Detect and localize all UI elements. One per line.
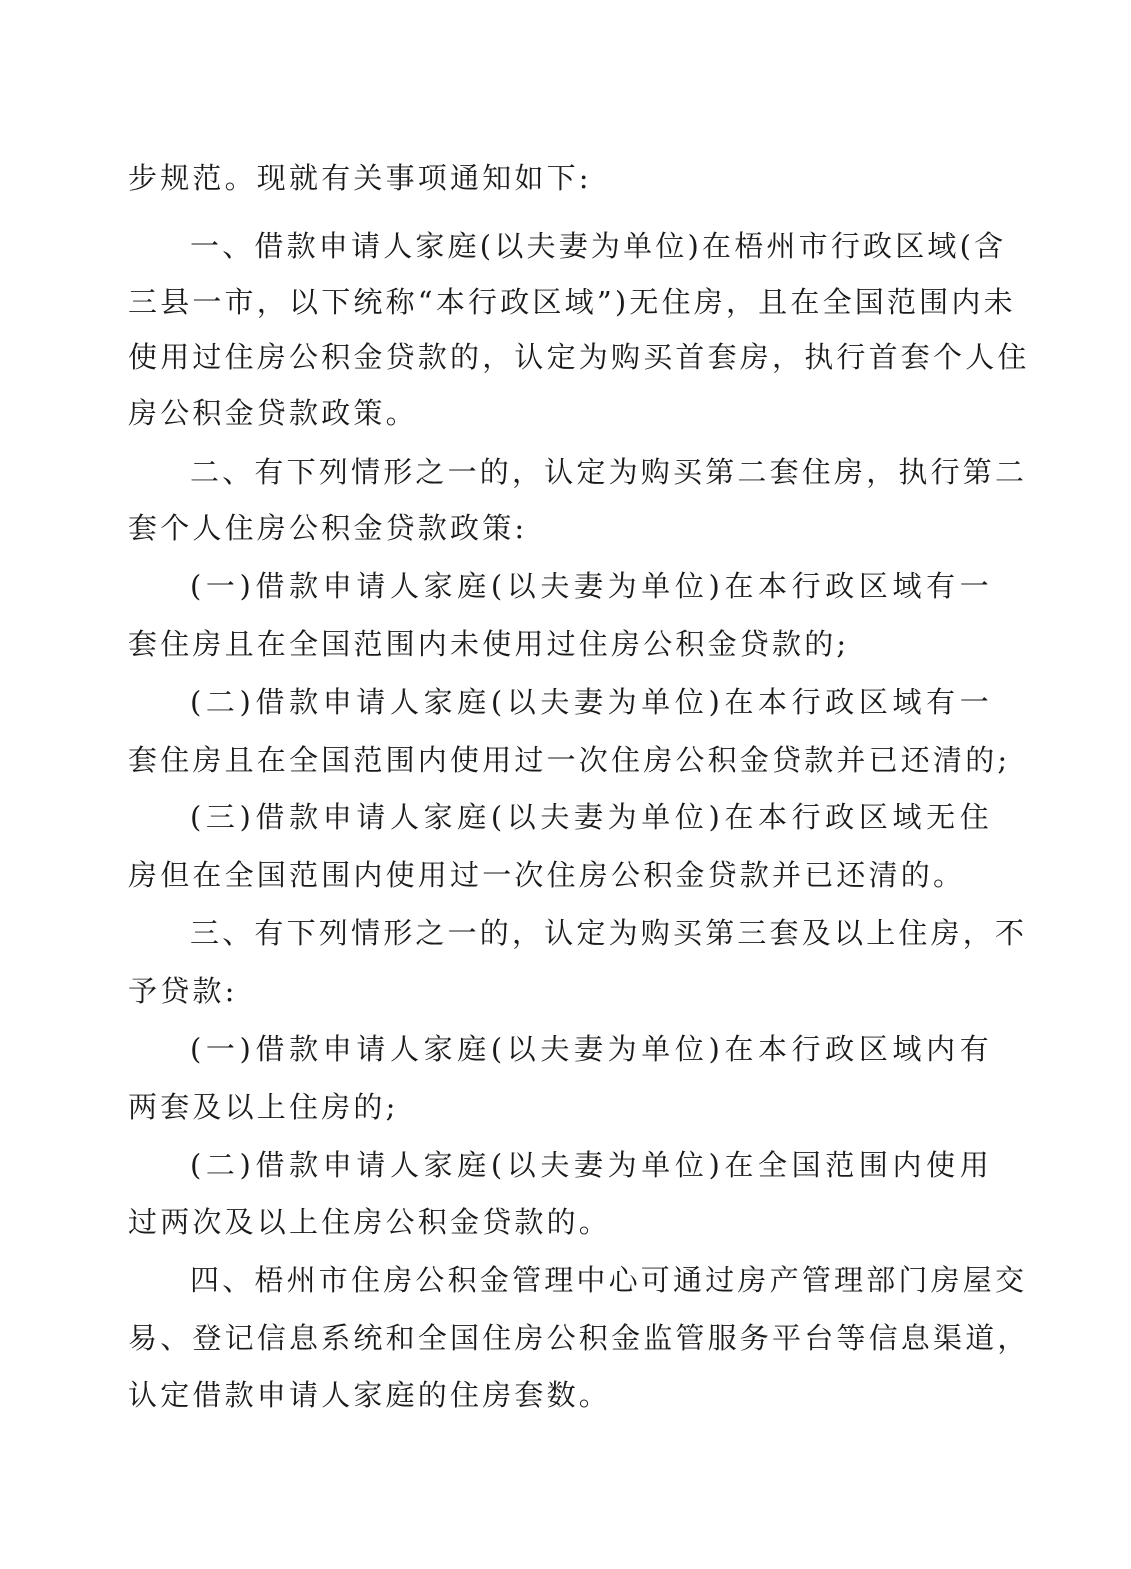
text-line: 两套及以上住房的; <box>128 1090 399 1124</box>
text-line: 使用过住房公积金贷款的，认定为购买首套房，执行首套个人住 <box>128 340 1030 374</box>
paragraph-one-heading-line: 一、借款申请人家庭(以夫妻为单位)在梧州市行政区域(含 <box>190 229 1007 263</box>
text-line: (三)借款申请人家庭(以夫妻为单位)在本行政区域无住 <box>190 800 992 834</box>
text-line: (二)借款申请人家庭(以夫妻为单位)在全国范围内使用 <box>190 1148 992 1182</box>
text-line: (二)借款申请人家庭(以夫妻为单位)在本行政区域有一 <box>190 685 992 719</box>
text-line: 套住房且在全国范围内未使用过住房公积金贷款的; <box>128 627 850 661</box>
text-line: (一)借款申请人家庭(以夫妻为单位)在本行政区域内有 <box>190 1032 992 1066</box>
text-line: 房公积金贷款政策。 <box>128 396 418 430</box>
paragraph-two-heading-line: 二、有下列情形之一的，认定为购买第二套住房，执行第二 <box>190 455 1028 489</box>
text-line: 房但在全国范围内使用过一次住房公积金贷款并已还清的。 <box>128 858 966 892</box>
paragraph-four-heading-line: 四、梧州市住房公积金管理中心可通过房产管理部门房屋交 <box>190 1263 1028 1297</box>
text-line: 套个人住房公积金贷款政策: <box>128 511 528 545</box>
text-line: 套住房且在全国范围内使用过一次住房公积金贷款并已还清的; <box>128 743 1011 777</box>
text-line: 三县一市，以下统称“本行政区域”)无住房，且在全国范围内未 <box>128 285 1016 319</box>
text-line: 步规范。现就有关事项通知如下: <box>128 161 592 195</box>
text-line: 过两次及以上住房公积金贷款的。 <box>128 1205 612 1239</box>
text-line: 易、登记信息系统和全国住房公积金监管服务平台等信息渠道， <box>128 1321 1030 1355</box>
text-line: 予贷款: <box>128 974 238 1008</box>
paragraph-three-heading-line: 三、有下列情形之一的，认定为购买第三套及以上住房，不 <box>190 916 1028 950</box>
text-line: 认定借款申请人家庭的住房套数。 <box>128 1378 612 1412</box>
text-line: (一)借款申请人家庭(以夫妻为单位)在本行政区域有一 <box>190 569 992 603</box>
